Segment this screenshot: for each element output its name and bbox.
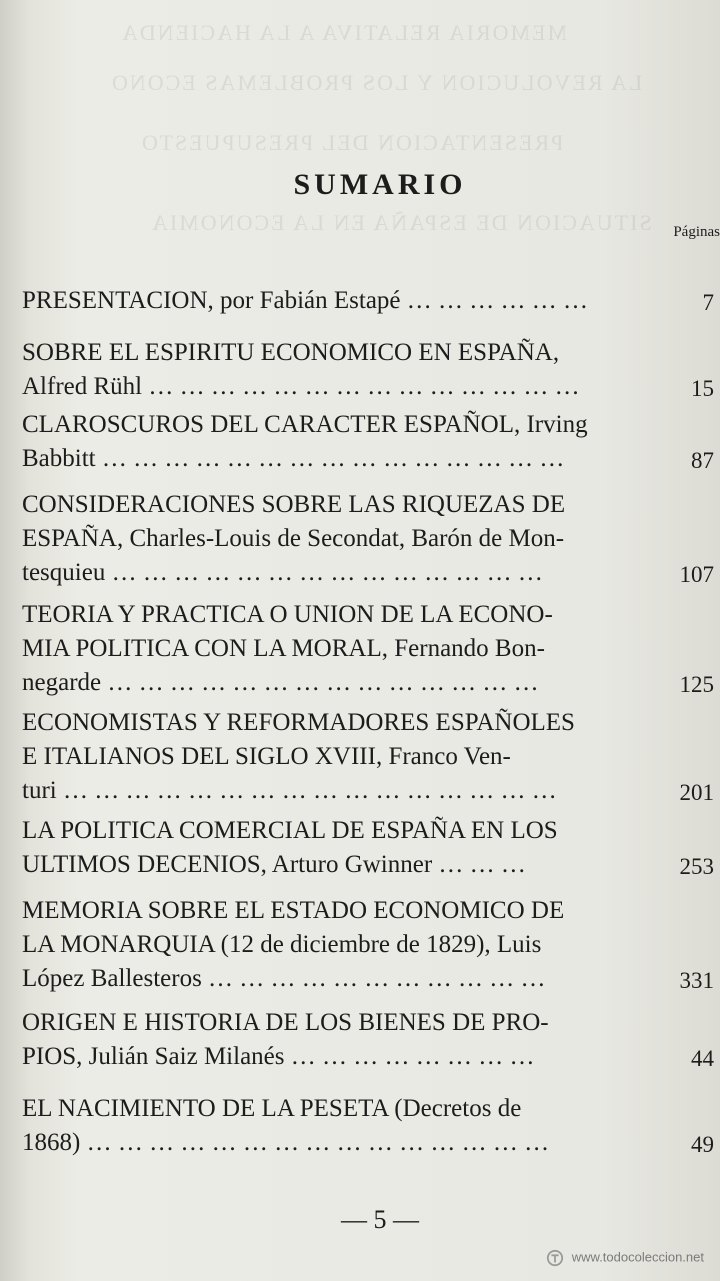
toc-entry-line: ULTIMOS DECENIOS, Arturo Gwinner … … … [22,851,526,878]
toc-entry [22,706,662,808]
show-through-text: SITUACION DE ESPAÑA EN LA ECONOMIA [150,210,652,235]
toc-entry-line: tesquieu … … … … … … … … … … … … … … [22,559,543,586]
toc-entry [22,1092,662,1160]
toc-entry-line: LA POLITICA COMERCIAL DE ESPAÑA EN LOS [22,817,558,844]
watermark-text: www.todocoleccion.net [571,1249,704,1265]
toc-entry-line: ECONOMISTAS Y REFORMADORES ESPAÑOLES [22,709,575,736]
show-through-text: PRESENTACION DEL PRESUPUESTO [140,130,564,155]
toc-page-number: 87 [691,448,714,473]
toc-entry-line: SOBRE EL ESPIRITU ECONOMICO EN ESPAÑA, [22,339,560,366]
toc-entry [22,598,662,700]
toc-entry-line: ESPAÑA, Charles-Louis de Secondat, Barón de Mon- [22,525,565,552]
toc-entry [22,814,662,882]
toc-page-number: 331 [679,968,714,993]
page-number: — 5 — [341,1205,419,1234]
toc-entry-line: MIA POLITICA CON LA MORAL, Fernando Bon- [22,635,545,662]
toc-entry [22,488,662,590]
toc-page-number: 201 [679,780,714,805]
toc-entry-line: turi … … … … … … … … … … … … … … … … [22,777,557,804]
toc-entry-line: E ITALIANOS DEL SIGLO XVIII, Franco Ven- [22,743,511,770]
toc-entry-line: PIOS, Julián Saiz Milanés … … … … … … … … [22,1043,535,1070]
toc-entry-line: 1868) … … … … … … … … … … … … … … … [22,1129,550,1156]
toc-page-number: 253 [679,854,714,879]
watermark [546,1249,704,1267]
toc-entry [22,284,662,318]
toc-entry [22,408,662,476]
toc-entry-line: negarde … … … … … … … … … … … … … … [22,669,539,696]
toc-entry [22,1006,662,1074]
toc-entry-line: CLAROSCUROS DEL CARACTER ESPAÑOL, Irving [22,411,588,438]
toc-page-number: 125 [679,672,714,697]
toc-page-number: 15 [691,376,714,401]
toc-entry-line: CONSIDERACIONES SOBRE LAS RIQUEZAS DE [22,491,566,518]
toc-entry-line: Alfred Rühl … … … … … … … … … … … … … … [22,373,580,400]
toc-page-number: 7 [702,290,714,315]
toc-entry [22,336,662,404]
toc-page-number: 107 [679,562,714,587]
page-title: SUMARIO [293,168,467,201]
pages-column-label: Páginas [673,224,720,240]
toc-page-number: 49 [691,1132,714,1157]
toc-entry-line: LA MONARQUIA (12 de diciembre de 1829), Luis [22,931,542,958]
show-through-text: MEMORIA RELATIVA A LA HACIENDA [120,20,568,45]
toc-entry-line: EL NACIMIENTO DE LA PESETA (Decretos de [22,1095,522,1122]
toc-entry-line: Babbitt … … … … … … … … … … … … … … … [22,445,565,472]
toc-entry-line: TEORIA Y PRACTICA O UNION DE LA ECONO- [22,601,553,628]
toc-entry-line: ORIGEN E HISTORIA DE LOS BIENES DE PRO- [22,1009,549,1036]
todocoleccion-logo-icon [546,1249,564,1267]
toc-entry-line: PRESENTACION, por Fabián Estapé … … … … … … [22,287,589,314]
show-through-text: LA REVOLUCION Y LOS PROBLEMAS ECONO [110,70,643,95]
toc-entry [22,894,662,996]
toc-page-number: 44 [691,1046,714,1071]
toc-entry-line: López Ballesteros … … … … … … … … … … … [22,965,546,992]
toc-entry-line: MEMORIA SOBRE EL ESTADO ECONOMICO DE [22,897,565,924]
